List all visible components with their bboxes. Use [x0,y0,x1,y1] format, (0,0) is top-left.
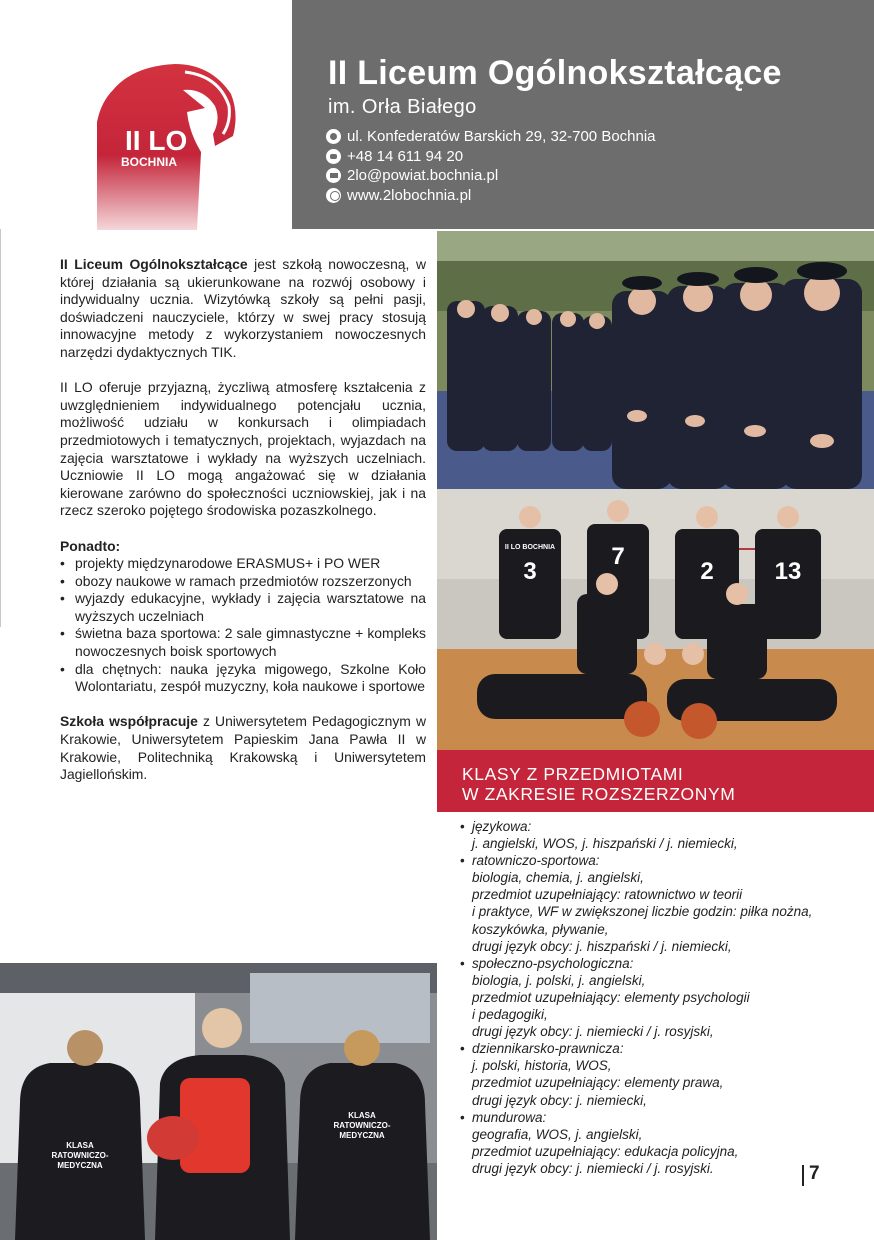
classes-title [462,764,735,804]
class-detail: j. angielski, WOS, j. hiszpański / j. niemiecki, [472,836,738,852]
left-rule [0,229,1,627]
ponadto-heading: Ponadto: [60,537,121,554]
class-detail: drugi język obcy: j. niemiecki / j. rosyjski, [472,1024,714,1040]
cooperation-paragraph [60,713,426,783]
class-name: • ratowniczo-sportowa: [472,853,600,869]
hoodie-text: KLASA [348,1111,376,1120]
hoodie-text: MEDYCZNA [57,1161,103,1170]
classes-banner [437,750,874,812]
website-link[interactable]: www.2lobochnia.pl [347,186,472,204]
list-item [461,955,861,1040]
jersey-number: 7 [611,543,625,570]
photo-basketball-team [437,489,874,750]
contact-list [326,127,656,205]
jersey-text: II LO BOCHNIA [504,544,556,551]
email-link[interactable]: 2lo@powiat.bochnia.pl [347,167,499,185]
list-item: • projekty międzynarodowe ERASMUS+ i PO WER [60,555,426,573]
hoodie-text: RATOWNICZO- [333,1121,391,1130]
contact-address [326,127,656,147]
list-item [461,852,861,955]
jersey-number: 13 [774,558,802,585]
school-name: II Liceum Ogólnokształcące [328,54,782,92]
list-item: • świetna baza sportowa: 2 sale gimnastyczne + kompleks nowoczesnych boisk sportowych [60,625,426,660]
class-detail: przedmiot uzupełniający: edukacja policyjna, [472,1143,739,1159]
intro-paragraph-2: II LO oferuje przyjazną, życzliwą atmosferę kształcenia z uwzględnieniem indywidualnego potencjału ucznia, możliwość udziału w konkursach i olimpiadach przedmiotowych i tematycznych, projektach, wyjazdach na zajęcia warsztatowe i wykłady na wyższych uczelniach. Uczniowie II LO mogą angażować się w działania kierowane zarówno do społeczności uczniowskiej, jak i na rzecz szeroko pojętego środowiska pozaszkolnego. [60,379,426,519]
school-logo [93,62,243,230]
phone-text: +48 14 611 94 20 [347,147,464,165]
page-number-bar [802,1165,804,1186]
jersey-number: 3 [523,558,537,585]
class-detail: drugi język obcy: j. niemiecki / j. rosyjski. [472,1160,714,1176]
logo-text-line1: II LO [125,125,188,156]
class-detail: drugi język obcy: j. hiszpański / j. niemiecki, [472,938,732,954]
class-detail: koszykówka, pływanie, [472,921,609,937]
ponadto-list [60,555,426,696]
classes-title-line2: W ZAKRESIE ROZSZERZONYM [462,784,736,804]
mail-icon [326,168,341,183]
intro-rest: jest szkołą nowoczesną, w której działania są ukierunkowane na rozwój osobowy i indywidualny ucznia. Wizytówką szkoły są pełni pasji, doświadczeni nauczyciele, którzy w swej pracy stosują innowacyjne metody z wykorzystaniem nowoczesnych narzędzi dydaktycznych TIK. [60,256,426,360]
class-detail: i pedagogiki, [472,1007,548,1023]
class-detail: biologia, j. polski, j. angielski, [472,972,646,988]
class-detail: przedmiot uzupełniający: elementy psychologii [472,989,750,1005]
classes-list [461,818,861,1177]
photo-cadets [437,231,874,489]
school-subtitle: im. Orła Białego [328,96,477,118]
coop-rest: z Uniwersytetem Pedagogicznym w Krakowie, Uniwersytetem Papieskim Jana Pawła II w Krakowie, Politechniką Krakowską i Uniwersytetem Jagiellońskim. [60,713,426,783]
contact-email[interactable] [326,166,656,186]
class-detail: biologia, chemia, j. angielski, [472,870,644,886]
intro-column [60,256,426,784]
hoodie-text: KLASA [66,1141,94,1150]
logo-text-line2: BOCHNIA [121,155,177,169]
hoodie-text: MEDYCZNA [339,1131,385,1140]
contact-phone [326,147,656,167]
class-detail: drugi język obcy: j. niemiecki, [472,1092,647,1108]
address-text: ul. Konfederatów Barskich 29, 32-700 Bochnia [347,128,656,146]
list-item: • obozy naukowe w ramach przedmiotów rozszerzonych [60,573,426,591]
classes-title-line1: KLASY Z PRZEDMIOTAMI [462,764,684,784]
class-detail: geografia, WOS, j. angielski, [472,1126,643,1142]
list-item [461,818,861,852]
list-item [461,1040,861,1108]
hoodie-text: RATOWNICZO- [51,1151,109,1160]
intro-bold: II Liceum Ogólnokształcące [60,256,248,272]
intro-paragraph-1 [60,256,426,362]
phone-icon [326,149,341,164]
class-detail: przedmiot uzupełniający: elementy prawa, [472,1075,724,1091]
list-item: • dla chętnych: nauka języka migowego, Szkolne Koło Wolontariatu, zespół muzyczny, koła naukowe i sportowe [60,661,426,696]
globe-icon [326,188,341,203]
class-name: • dziennikarsko-prawnicza: [472,1041,624,1057]
class-detail: przedmiot uzupełniający: ratownictwo w teorii [472,887,743,903]
class-name: • społeczno-psychologiczna: [472,955,634,971]
list-item: • wyjazdy edukacyjne, wykłady i zajęcia warsztatowe na wyższych uczelniach [60,590,426,625]
photo-rescue-class [0,963,437,1240]
contact-website[interactable] [326,186,656,206]
list-item [461,1109,861,1177]
header-box [292,0,874,229]
jersey-number: 2 [700,558,714,585]
class-detail: i praktyce, WF w zwiększonej liczbie godzin: piłka nożna, [472,904,813,920]
location-pin-icon [326,129,341,144]
coop-bold: Szkoła współpracuje [60,713,198,730]
page-number: 7 [809,1163,820,1184]
class-name: • mundurowa: [472,1109,547,1125]
class-name: • językowa: [472,819,532,834]
class-detail: j. polski, historia, WOS, [472,1058,612,1074]
